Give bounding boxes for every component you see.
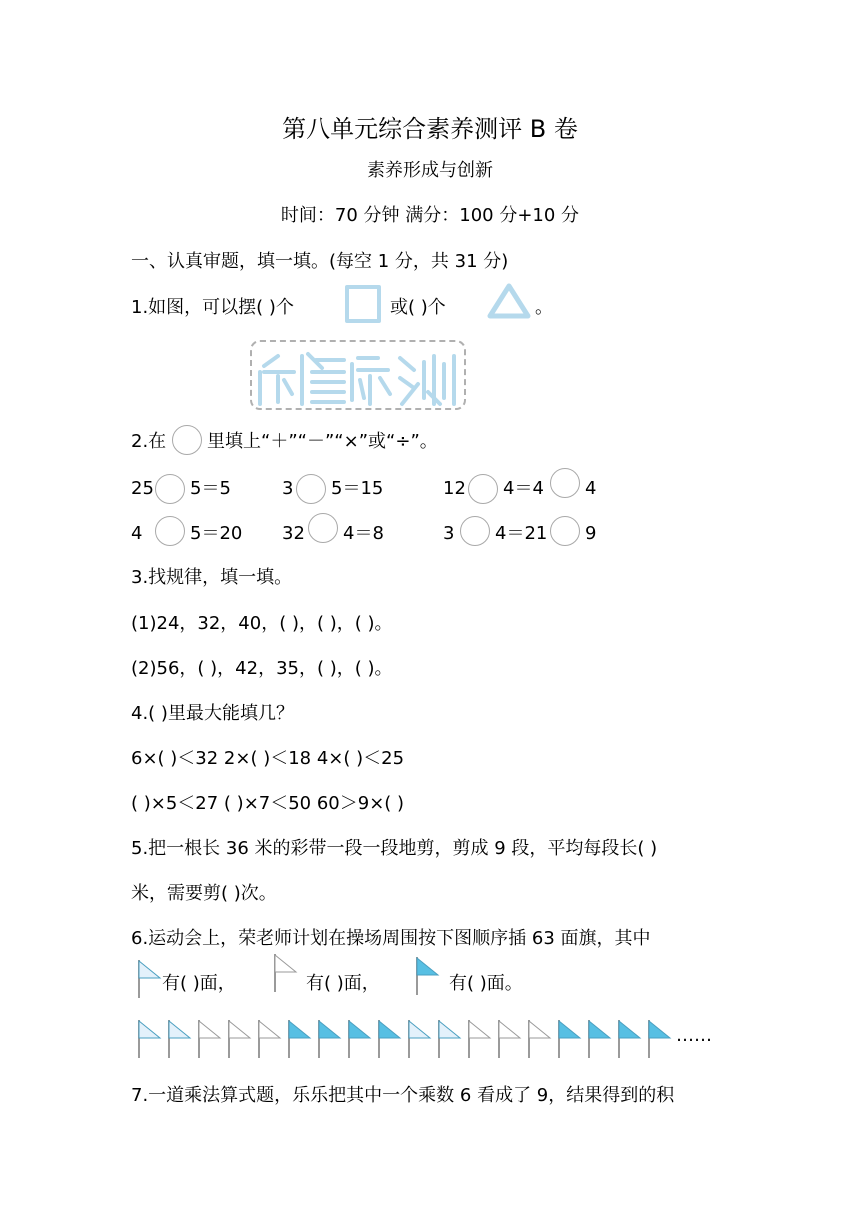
q2-r1-e: 12 (443, 478, 466, 499)
light-flag-icon (436, 1018, 464, 1060)
white-flag-icon (526, 1018, 554, 1060)
blue-flag-icon (414, 955, 442, 997)
blue-flag-icon (286, 1018, 314, 1060)
q6-text-a: 有( )面， (162, 973, 236, 994)
section1-heading: 一、认真审题，填一填。(每空 1 分，共 31 分) (131, 251, 509, 272)
white-flag-icon (256, 1018, 284, 1060)
white-flag-icon (466, 1018, 494, 1060)
page-subtitle: 素养形成与创新 (367, 160, 493, 181)
q4-line1: 6×( )＜32 2×( )＜18 4×( )＜25 (131, 748, 405, 769)
operator-circle-example (172, 425, 202, 455)
operator-blank[interactable] (550, 516, 580, 546)
operator-blank[interactable] (308, 513, 338, 543)
q2-r1-a: 25 (131, 478, 154, 499)
q3-line1: (1)24，32，40，( )，( )，( )。 (131, 613, 393, 634)
light-flag-icon (136, 958, 164, 1000)
light-flag-icon (136, 1018, 164, 1060)
square-shape-icon (345, 285, 381, 323)
exam-meta: 时间：70 分钟 满分：100 分+10 分 (280, 205, 580, 226)
blue-flag-icon (316, 1018, 344, 1060)
q3-heading: 3.找规律，填一填。 (131, 567, 293, 588)
q6-ellipsis: …… (676, 1025, 712, 1046)
white-flag-icon (496, 1018, 524, 1060)
operator-blank[interactable] (296, 474, 326, 504)
light-flag-icon (406, 1018, 434, 1060)
blue-flag-icon (346, 1018, 374, 1060)
q4-heading: 4.( )里最大能填几？ (131, 703, 294, 724)
operator-blank[interactable] (155, 474, 185, 504)
q2-r2-b: 5＝20 (190, 523, 243, 544)
q2-intro-a: 2.在 (131, 431, 167, 452)
sticks-figure (250, 340, 466, 410)
blue-flag-icon (646, 1018, 674, 1060)
operator-blank[interactable] (468, 474, 498, 504)
blue-flag-icon (586, 1018, 614, 1060)
q2-r2-a: 4 (131, 523, 143, 544)
q3-line2: (2)56，( )，42，35，( )，( )。 (131, 658, 393, 679)
q6-text-b: 有( )面， (306, 973, 380, 994)
operator-blank[interactable] (155, 516, 185, 546)
blue-flag-icon (376, 1018, 404, 1060)
q2-r2-f: 4＝21 (495, 523, 548, 544)
white-flag-icon (226, 1018, 254, 1060)
q7-line1: 7.一道乘法算式题，乐乐把其中一个乘数 6 看成了 9，结果得到的积 (131, 1085, 675, 1106)
q2-r2-e: 3 (443, 523, 455, 544)
operator-blank[interactable] (550, 468, 580, 498)
q5-line2: 米，需要剪( )次。 (131, 883, 277, 904)
q2-r2-d: 4＝8 (343, 523, 384, 544)
matchsticks-icon (252, 342, 464, 408)
q2-intro-b: 里填上“＋”“－”“×”或“÷”。 (207, 431, 438, 452)
q5-line1: 5.把一根长 36 米的彩带一段一段地剪，剪成 9 段，平均每段长( ) (131, 838, 658, 859)
blue-flag-icon (556, 1018, 584, 1060)
q6-line1: 6.运动会上，荣老师计划在操场周围按下图顺序插 63 面旗，其中 (131, 928, 651, 949)
q2-r1-c: 3 (282, 478, 294, 499)
q2-r1-g: 4 (585, 478, 597, 499)
q1-text-c: 。 (535, 297, 553, 318)
q2-r1-b: 5＝5 (190, 478, 231, 499)
light-flag-icon (166, 1018, 194, 1060)
q2-r2-g: 9 (585, 523, 597, 544)
operator-blank[interactable] (460, 516, 490, 546)
triangle-shape-icon (486, 282, 532, 320)
q1-text-a: 1.如图，可以摆( )个 (131, 297, 294, 318)
white-flag-icon (272, 952, 300, 994)
q1-text-b: 或( )个 (390, 297, 446, 318)
q2-r2-c: 32 (282, 523, 305, 544)
blue-flag-icon (616, 1018, 644, 1060)
q4-line2: ( )×5＜27 ( )×7＜50 60＞9×( ) (131, 793, 405, 814)
q2-r1-f: 4＝4 (503, 478, 544, 499)
q2-r1-d: 5＝15 (331, 478, 384, 499)
white-flag-icon (196, 1018, 224, 1060)
page-title: 第八单元综合素养测评 B 卷 (282, 115, 578, 143)
q6-text-c: 有( )面。 (449, 973, 523, 994)
